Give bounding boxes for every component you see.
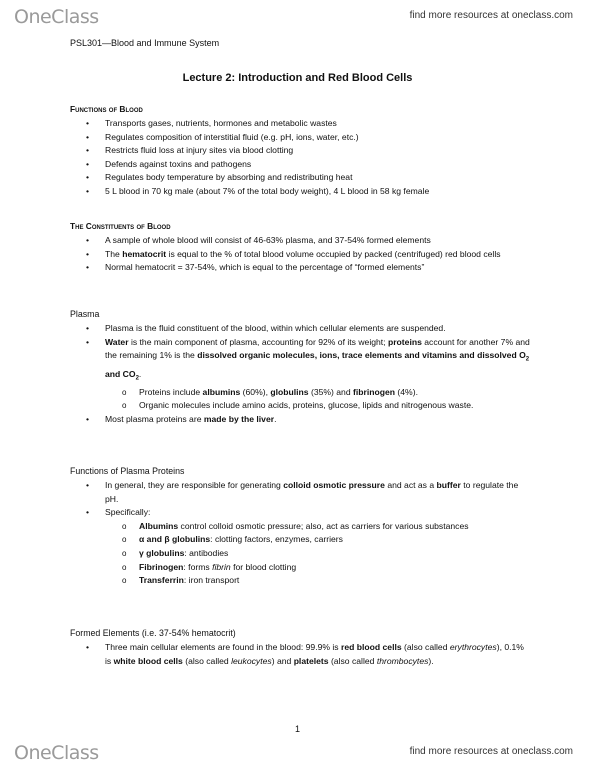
plasma-proteins-section: [70, 466, 530, 588]
list-item: • Normal hematocrit = 37-54%, which is equal to the percentage of “formed elements”: [70, 261, 530, 275]
list-item: o α and β globulins: clotting factors, enzymes, carriers: [70, 533, 530, 547]
formed-elements-list: [70, 641, 530, 668]
list-item: o Transferrin: iron transport: [70, 574, 530, 588]
list-item: • Plasma is the fluid constituent of the blood, within which cellular elements are suspended.: [70, 322, 530, 336]
list-item: • Defends against toxins and pathogens: [70, 158, 530, 172]
list-item: • Water is the main component of plasma, accounting for 92% of its weight; proteins account for another 7% and the remaining 1% is the dissolved organic molecules, ions, trace elements and vitamins and dissolved $O_2$ and $CO_2$. o Proteins include albumins (60%), globulins (35%) and fibrinogen (4%). o Organic molecules include amino acids, proteins, glucose, lipids and nitrogenous waste.: [70, 336, 530, 413]
functions-list: [70, 117, 530, 199]
list-item: o Proteins include albumins (60%), globulins (35%) and fibrinogen (4%).: [70, 386, 530, 400]
page-number: 1: [294, 724, 300, 734]
lecture-title: Lecture 2: Introduction and Red Blood Cells: [182, 72, 413, 84]
plasma-list: [70, 322, 530, 427]
oneclass-logo: OneClass: [14, 6, 99, 28]
constituents-heading: The Constituents of Blood: [70, 221, 171, 231]
constituents-section: [70, 221, 530, 275]
functions-heading: Functions of Blood: [70, 104, 143, 114]
list-item: • Transports gases, nutrients, hormones and metabolic wastes: [70, 117, 530, 131]
list-item: • The hematocrit is equal to the % of total blood volume occupied by packed (centrifuged) red blood cells: [70, 248, 530, 262]
list-item: o Albumins control colloid osmotic pressure; also, act as carriers for various substances: [70, 520, 530, 534]
list-item: • A sample of whole blood will consist of 46-63% plasma, and 37-54% formed elements: [70, 234, 530, 248]
plasma-section: [70, 309, 530, 427]
formed-elements-section: [70, 628, 530, 668]
plasma-sublist: [70, 386, 530, 413]
list-item: • 5 L blood in 70 kg male (about 7% of the total body weight), 4 L blood in 58 kg female: [70, 185, 530, 199]
constituents-list: [70, 234, 530, 275]
list-item: • Most plasma proteins are made by the liver.: [70, 413, 530, 427]
list-item: • Regulates body temperature by absorbing and redistributing heat: [70, 171, 530, 185]
list-item: • In general, they are responsible for generating colloid osmotic pressure and act as a buffer to regulate the pH.: [70, 479, 530, 506]
course-title: PSL301—Blood and Immune System: [70, 38, 220, 48]
footer-resources-link[interactable]: find more resources at oneclass.com: [409, 746, 573, 757]
oneclass-logo-footer: OneClass: [14, 742, 99, 764]
header-resources-link[interactable]: find more resources at oneclass.com: [409, 10, 573, 21]
list-item: • Specifically: o Albumins control colloid osmotic pressure; also, act as carriers for various substances o α and β globulins: clotting factors, enzymes, carriers o γ globulins: antibodies o Fibrinogen: forms fibrin for blood clotting o Transferrin: iron transport: [70, 506, 530, 588]
list-item: o Fibrinogen: forms fibrin for blood clotting: [70, 561, 530, 575]
plasma-proteins-heading: Functions of Plasma Proteins: [70, 466, 185, 476]
plasma-heading: Plasma: [70, 309, 100, 319]
plasma-proteins-sublist: [70, 520, 530, 588]
functions-section: [70, 104, 530, 199]
list-item: • Restricts fluid loss at injury sites via blood clotting: [70, 144, 530, 158]
list-item: • Three main cellular elements are found in the blood: 99.9% is red blood cells (also called erythrocytes), 0.1% is white blood cells (also called leukocytes) and platelets (also called thrombocytes).: [70, 641, 530, 668]
list-item: o γ globulins: antibodies: [70, 547, 530, 561]
list-item: o Organic molecules include amino acids, proteins, glucose, lipids and nitrogenous waste.: [70, 399, 530, 413]
list-item: • Regulates composition of interstitial fluid (e.g. pH, ions, water, etc.): [70, 131, 530, 145]
formed-elements-heading: Formed Elements (i.e. 37-54% hematocrit): [70, 628, 236, 638]
plasma-proteins-list: [70, 479, 530, 588]
